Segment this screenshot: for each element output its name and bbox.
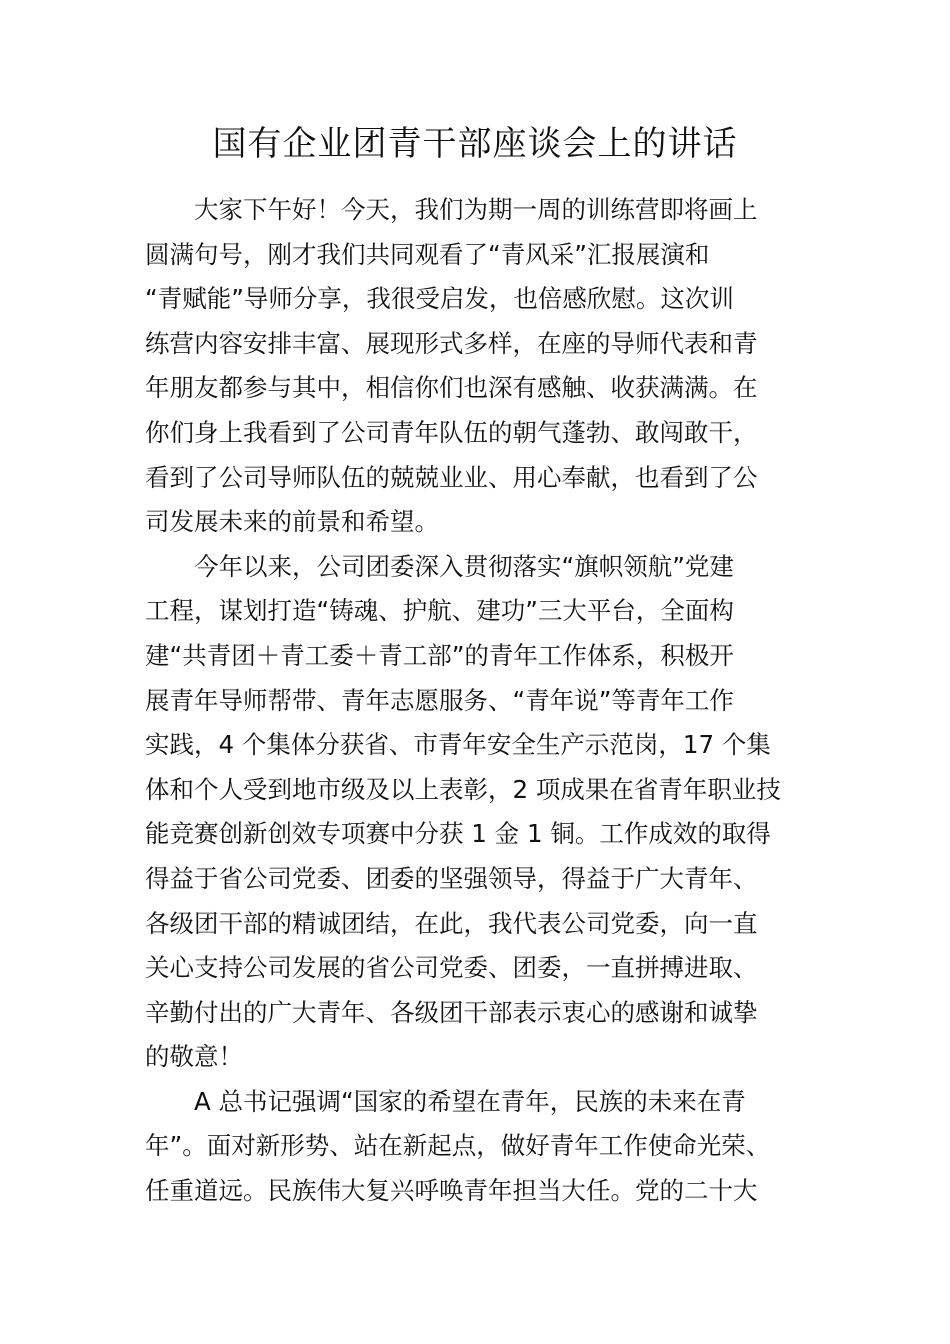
- paragraph-1-line-4: 练营内容安排丰富、展现形式多样，在座的导师代表和青: [145, 328, 758, 358]
- paragraph-1-line-1: 大家下午好！今天，我们为期一周的训练营即将画上: [194, 195, 758, 224]
- paragraph-2-line-11: 辛勤付出的广大青年、各级团干部表示衷心的感谢和诚挚: [145, 997, 758, 1027]
- paragraph-2-line-10: 关心支持公司发展的省公司党委、团委，一直拼搏进取、: [145, 953, 758, 983]
- paragraph-1-line-7: 看到了公司导师队伍的兢兢业业、用心奉献，也看到了公: [145, 462, 758, 492]
- paragraph-2-line-5: 实践，4 个集体分获省、市青年安全生产示范岗，17 个集: [145, 730, 771, 760]
- paragraph-3-line-2: 年”。面对新形势、站在新起点，做好青年工作使命光荣、: [145, 1131, 771, 1161]
- paragraph-1-line-3: “青赋能”导师分享，我很受启发，也倍感欣慰。这次训: [145, 284, 734, 314]
- paragraph-1-line-8: 司发展未来的前景和希望。: [145, 507, 439, 537]
- paragraph-2-line-7: 能竞赛创新创效专项赛中分获 1 金 1 铜。工作成效的取得: [145, 819, 771, 849]
- paragraph-2-line-12: 的敬意！: [145, 1042, 243, 1072]
- paragraph-2-line-9: 各级团干部的精诚团结，在此，我代表公司党委，向一直: [145, 908, 758, 938]
- document-body: [145, 188, 810, 1214]
- paragraph-2-line-8: 得益于省公司党委、团委的坚强领导，得益于广大青年、: [145, 863, 758, 893]
- paragraph-2-line-4: 展青年导师帮带、青年志愿服务、“青年说”等青年工作: [145, 685, 734, 715]
- paragraph-3-line-3: 任重道远。民族伟大复兴呼唤青年担当大任。党的二十大: [145, 1176, 758, 1206]
- document-title: 国有企业团青干部座谈会上的讲话: [212, 124, 738, 164]
- paragraph-2-line-3: 建“共青团＋青工委＋青工部”的青年工作体系，积极开: [145, 640, 734, 670]
- paragraph-3-line-1: A 总书记强调“国家的希望在青年，民族的未来在青: [194, 1086, 746, 1116]
- paragraph-1-line-2: 圆满句号，刚才我们共同观看了“青风采”汇报展演和: [145, 239, 710, 269]
- paragraph-2-line-2: 工程，谋划打造“铸魂、护航、建功”三大平台，全面构: [145, 596, 734, 626]
- paragraph-2-line-1: 今年以来，公司团委深入贯彻落实“旗帜领航”党建: [194, 551, 734, 581]
- paragraph-2-line-6: 体和个人受到地市级及以上表彰，2 项成果在省青年职业技: [145, 774, 781, 804]
- paragraph-1-line-5: 年朋友都参与其中，相信你们也深有感触、收获满满。在: [145, 373, 758, 403]
- paragraph-1-line-6: 你们身上我看到了公司青年队伍的朝气蓬勃、敢闯敢干，: [145, 417, 758, 447]
